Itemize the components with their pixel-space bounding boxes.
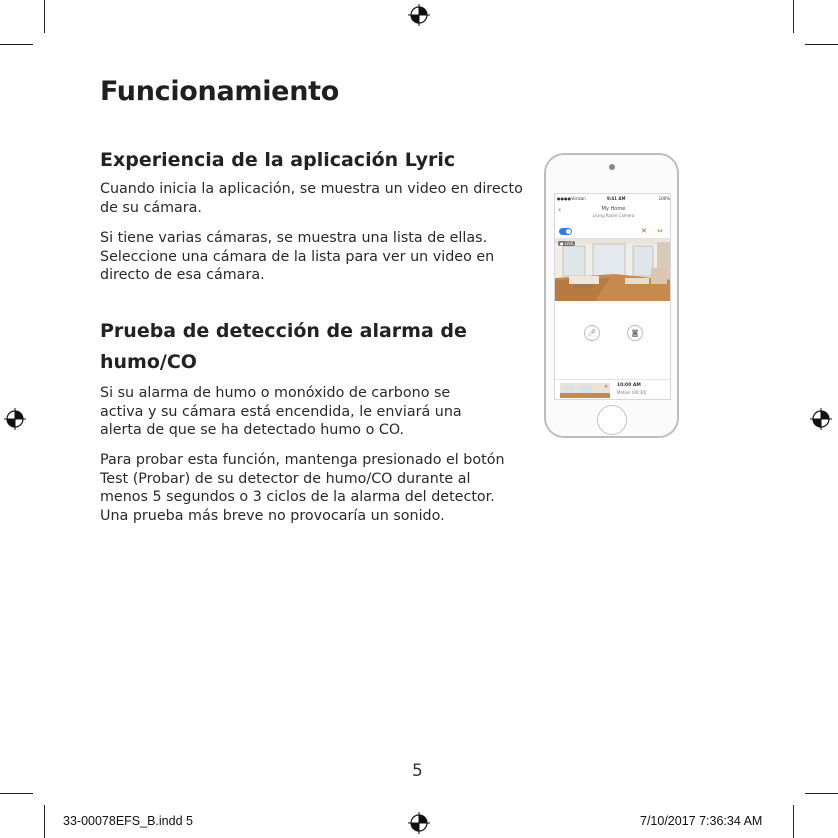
home-button — [597, 405, 627, 435]
event-description: Motion (00:30) — [617, 390, 647, 395]
phone-camera-dot — [609, 164, 615, 170]
crop-mark — [805, 44, 838, 45]
paragraph: Cuando inicia la aplicación, se muestra un video en directo de su cámara. — [100, 181, 523, 216]
live-badge: ● LIVE — [560, 241, 574, 246]
registration-mark-icon — [4, 408, 26, 430]
registration-mark-icon — [408, 812, 430, 834]
crop-mark — [793, 0, 794, 33]
status-carrier: ●●●●Verizon — [557, 196, 586, 201]
crop-mark — [793, 805, 794, 838]
phone-illustration — [544, 153, 679, 438]
page-number: 5 — [412, 761, 423, 781]
registration-mark-icon — [408, 4, 430, 26]
living-room-image — [555, 238, 671, 301]
crop-mark — [0, 44, 33, 45]
microphone-icon: 🎤︎ — [584, 325, 600, 341]
paragraph: Si su alarma de humo o monóxido de carbono se activa y su cámara está encendida, le enviará una alerta de que se ha detectado humo o CO. — [100, 385, 462, 438]
status-time: 9:41 AM — [607, 196, 626, 201]
nav-subtitle: Living Room Camera — [592, 213, 635, 218]
back-chevron-icon: ‹ — [558, 205, 562, 214]
motion-alert-icon: ✕ — [604, 384, 609, 390]
event-time: 10:00 AM — [617, 383, 641, 388]
crop-mark — [805, 793, 838, 794]
live-video-feed — [555, 238, 671, 301]
status-battery: 100% — [658, 196, 670, 201]
registration-mark-icon — [810, 408, 832, 430]
camera-snapshot-icon: ◙ — [627, 325, 643, 341]
motion-icon: ⇔ — [657, 227, 663, 235]
status-bar — [555, 196, 671, 203]
phone-screen — [554, 193, 671, 400]
alert-icon: ✕ — [641, 227, 647, 235]
crop-mark — [0, 793, 33, 794]
nav-title: My Home — [601, 206, 626, 212]
event-thumbnail — [560, 383, 610, 398]
timestamp-slug: 7/10/2017 7:36:34 AM — [640, 814, 763, 828]
section-heading-lyric: Experiencia de la aplicación Lyric — [100, 149, 456, 171]
event-list-item — [555, 379, 671, 399]
section-heading-smoke-test: Prueba de detección de alarma de humo/CO — [100, 320, 467, 373]
paragraph: Si tiene varias cámaras, se muestra una lista de ellas. Seleccione una cámara de la lista para ver un video en directo de esa cámara. — [100, 230, 495, 283]
crop-mark — [44, 0, 45, 33]
file-slug: 33-00078EFS_B.indd 5 — [63, 814, 193, 828]
paragraph: Para probar esta función, mantenga presionado el botón Test (Probar) de su detector de humo/CO durante al menos 5 segundos o 3 ciclos de la alarma del detector. Una prueba más breve no provocaría un sonido. — [100, 452, 505, 524]
camera-toggle — [559, 228, 572, 235]
crop-mark — [44, 805, 45, 838]
page-title: Funcionamiento — [100, 76, 339, 107]
